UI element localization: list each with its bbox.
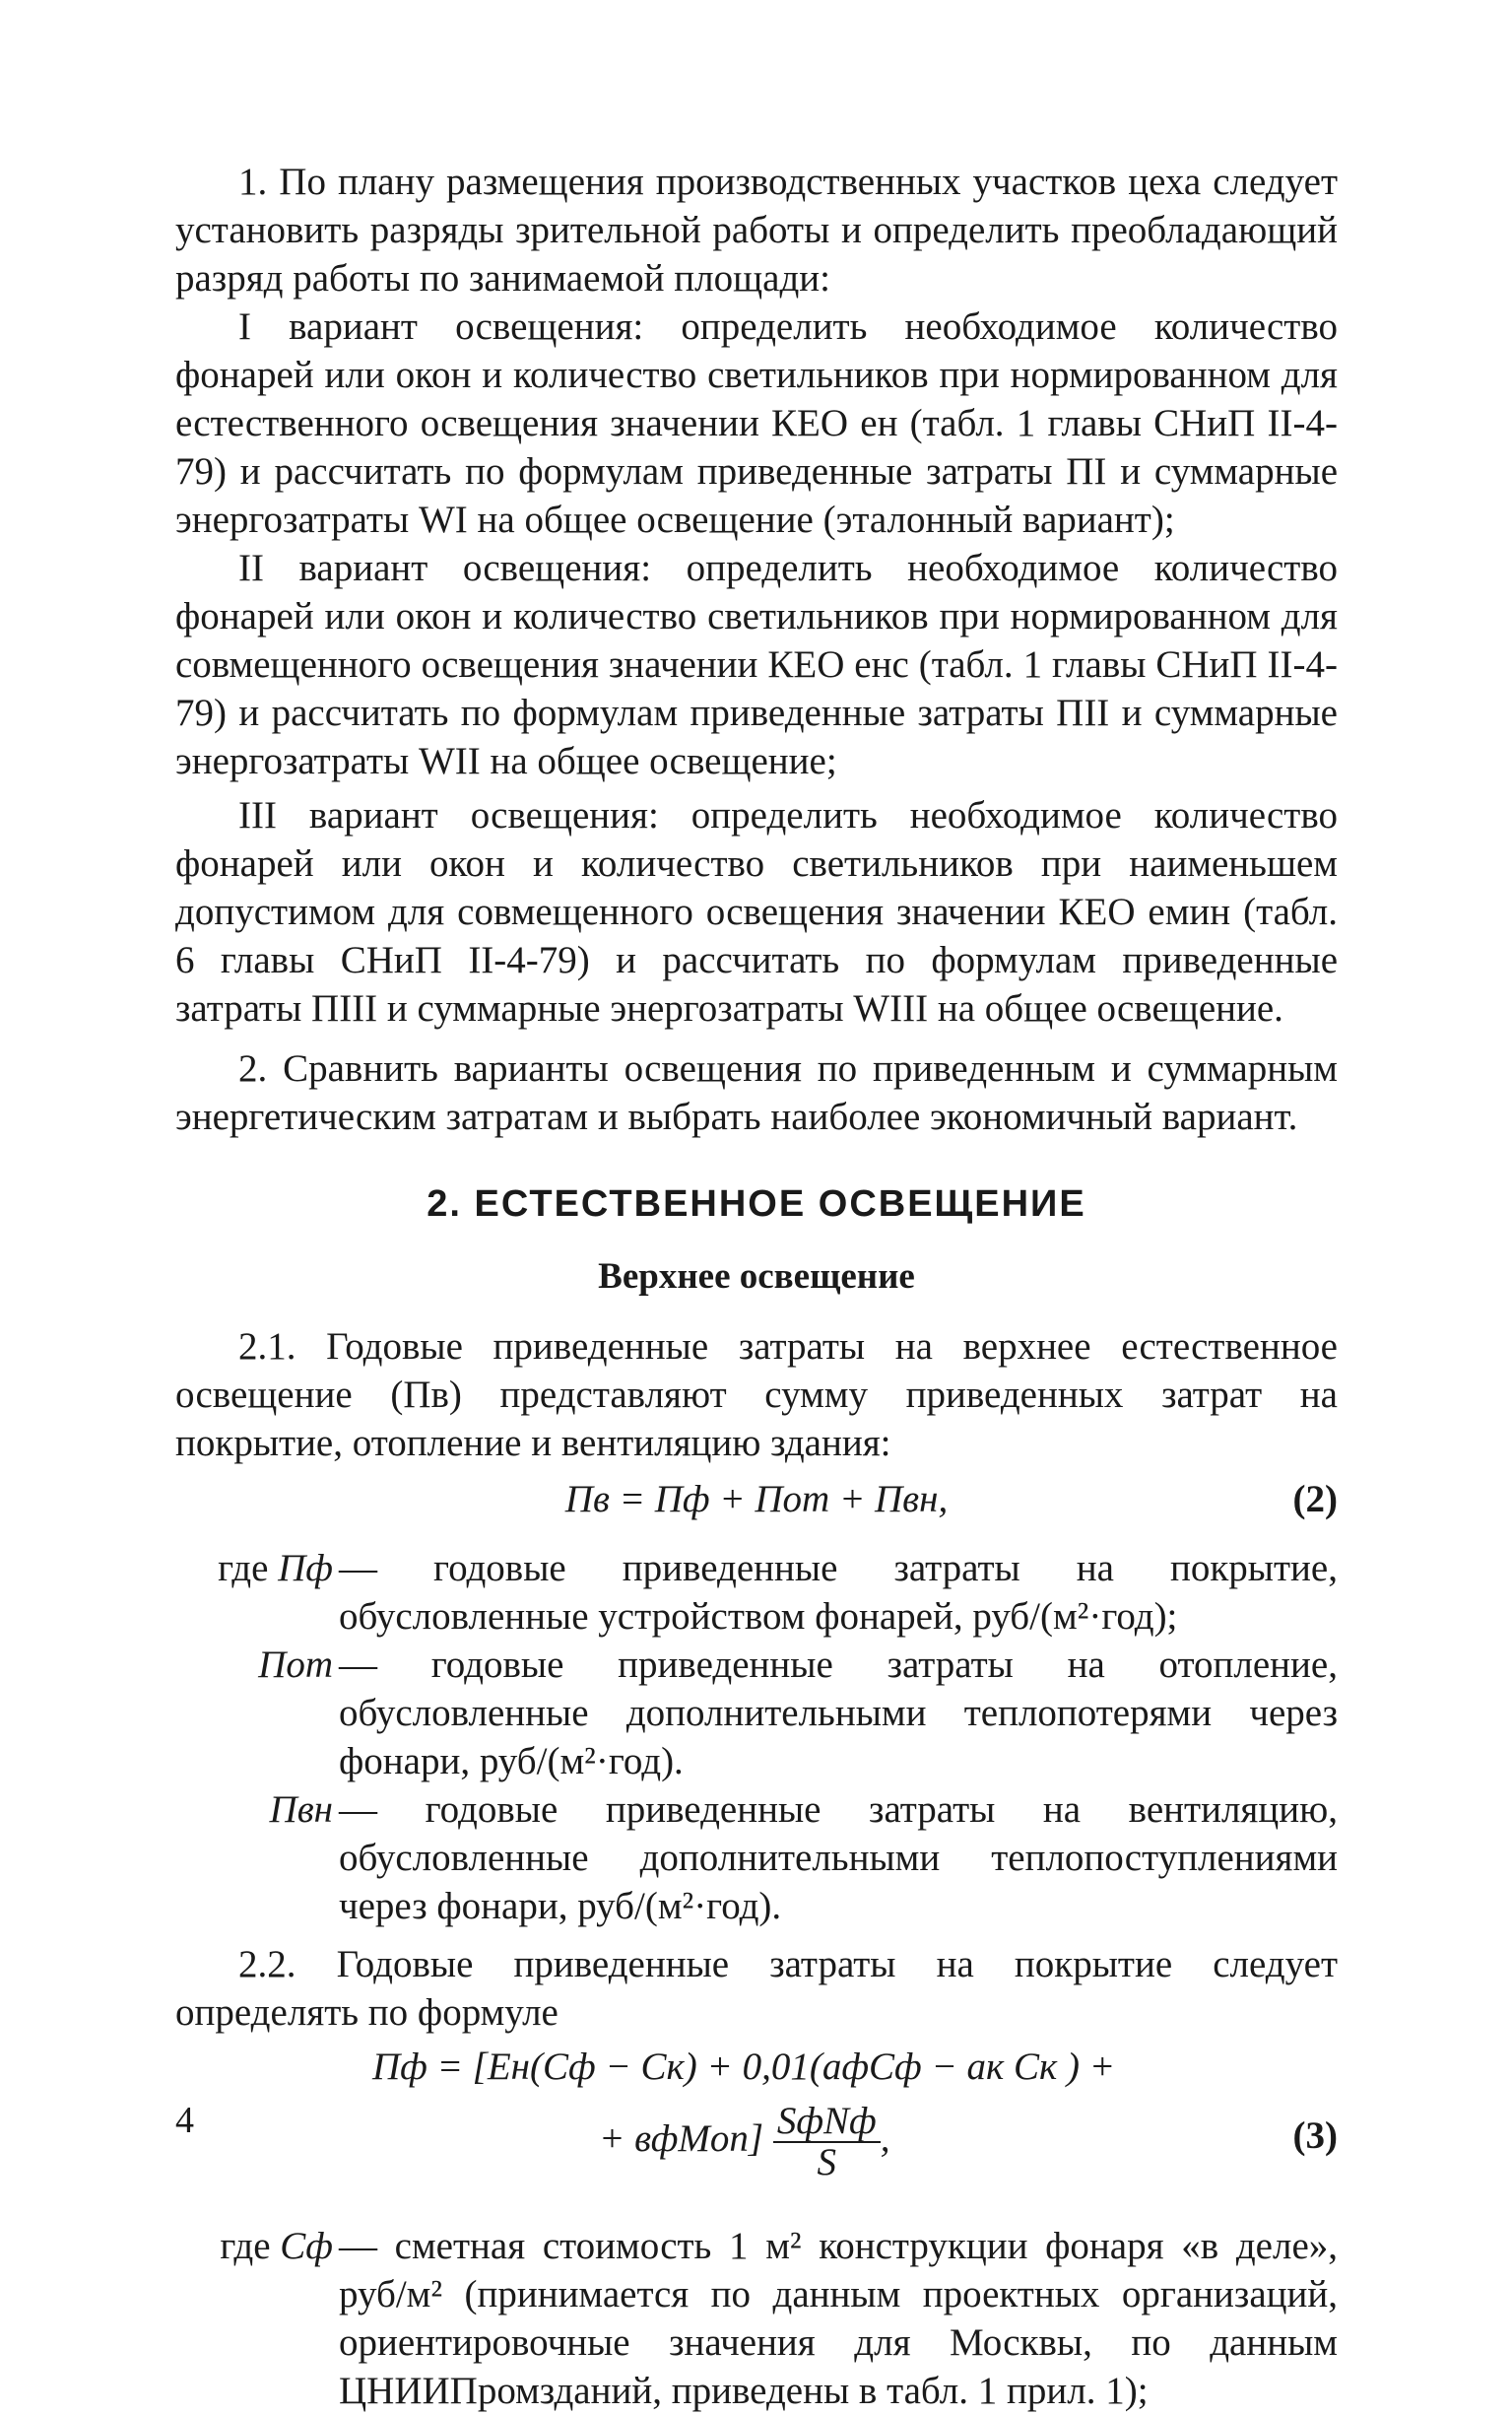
definition-symbol: Пвн xyxy=(269,1788,333,1831)
paragraph-2-2: 2.2. Годовые приведенные затраты на покрытие следует определять по формуле xyxy=(175,1943,1338,2034)
equation-3 xyxy=(175,2043,1338,2210)
definition-p-ot xyxy=(175,1641,1338,1785)
equation-3-number: (3) xyxy=(1292,2114,1338,2157)
item-2: 2. Сравнить варианты освещения по приведенным и суммарным энергетическим затратам и выбрать наиболее экономичный вариант. xyxy=(175,1047,1338,1138)
definition-text: — годовые приведенные затраты на покрытие, обусловленные устройством фонарей, руб/(м²·год); xyxy=(339,1547,1338,1638)
equation-3-line-2 xyxy=(599,2102,889,2182)
definition-text: — годовые приведенные затраты на отопление, обусловленные дополнительными теплопотерями через фонари, руб/(м²·год). xyxy=(339,1644,1338,1782)
equation-2-body: Пв = Пф + Пот + Пвн, xyxy=(564,1478,949,1520)
variant-3: III вариант освещения: определить необходимое количество фонарей или окон и количество светильников при наименьшем допустимом для совмещенного освещения значении КЕО eмин (табл. 6 главы СНиП II-4-79) и рассчитать по формулам приведенные затраты ПIII и суммарные энергозатраты WIII на общее освещение. xyxy=(175,794,1338,1030)
item-1: 1. По плану размещения производственных участков цеха следует установить разряды зрительной работы и определить преобладающий разряд работы по занимаемой площади: xyxy=(175,161,1338,300)
equation-2 xyxy=(175,1475,1338,1528)
section-heading: 2. ЕСТЕСТВЕННОЕ ОСВЕЩЕНИЕ xyxy=(427,1183,1086,1225)
equation-3-comma: , xyxy=(880,2116,890,2160)
equation-3-prefix: + вфMоп] xyxy=(599,2116,764,2160)
subsection-heading: Верхнее освещение xyxy=(598,1256,915,1297)
definition-symbol: Пот xyxy=(258,1644,333,1686)
definition-p-vn xyxy=(175,1785,1338,1930)
definition-prefix: где xyxy=(218,1547,269,1589)
definition-text: — годовые приведенные затраты на вентиляцию, обусловленные дополнительными теплопоступлениями через фонари, руб/(м²·год). xyxy=(339,1788,1338,1927)
definition-symbol: Cф xyxy=(280,2225,333,2267)
definition-prefix: где xyxy=(220,2225,271,2267)
definition-text: — сметная стоимость 1 м² конструкции фонаря «в деле», руб/м² (принимается по данным проектных организаций, ориентировочные значения для Москвы, по данным ЦНИИПромзданий, приведены в табл. 1 прил. 1); xyxy=(339,2225,1338,2412)
equation-3-line-1: Пф = [Eн(Cф − Cк) + 0,01(aфCф − aк Cк ) + xyxy=(372,2046,1116,2088)
page-number: 4 xyxy=(175,2100,194,2141)
fraction-denominator: S xyxy=(817,2141,837,2183)
paragraph-2-1: 2.1. Годовые приведенные затраты на верхнее естественное освещение (Пв) представляют сумму приведенных затрат на покрытие, отопление и вентиляцию здания: xyxy=(175,1325,1338,1464)
equation-3-fraction xyxy=(773,2102,881,2182)
fraction-numerator: SфNф xyxy=(773,2102,881,2143)
variant-1: I вариант освещения: определить необходимое количество фонарей или окон и количество светильников при нормированном для естественного освещения значении КЕО eн (табл. 1 главы СНиП II-4-79) и рассчитать по формулам приведенные затраты ПI и суммарные энергозатраты WI на общее освещение (эталонный вариант); xyxy=(175,305,1338,541)
definition-p-f xyxy=(175,1544,1338,1641)
text-column xyxy=(175,158,1338,2415)
variant-2: II вариант освещения: определить необходимое количество фонарей или окон и количество светильников при нормированном для совмещенного освещения значении КЕО eнс (табл. 1 главы СНиП II-4-79) и рассчитать по формулам приведенные затраты ПII и суммарные энергозатраты WII на общее освещение; xyxy=(175,547,1338,782)
definition-c-f xyxy=(175,2222,1338,2415)
definition-symbol: Пф xyxy=(278,1547,333,1589)
equation-2-number: (2) xyxy=(1292,1478,1338,1520)
